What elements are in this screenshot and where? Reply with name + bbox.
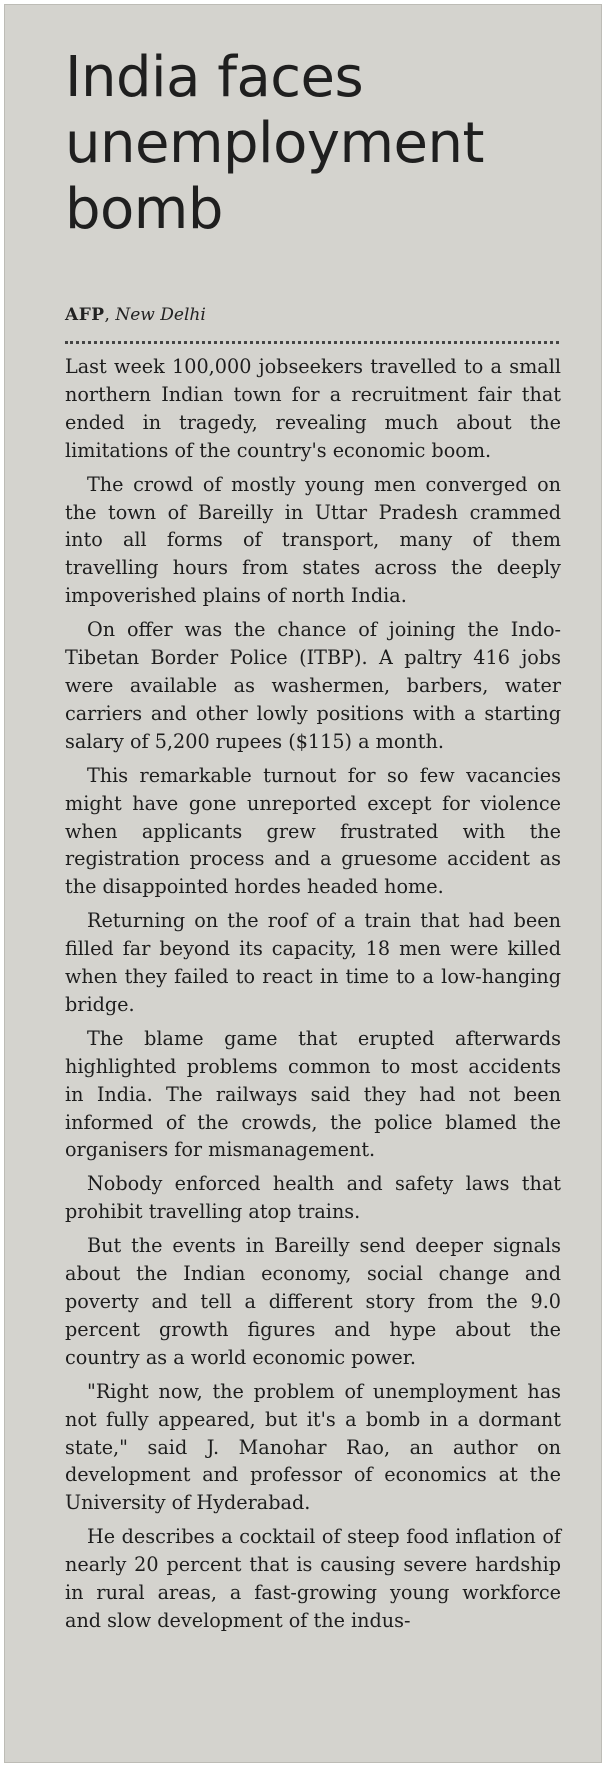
- headline: India faces unemployment bomb: [65, 45, 484, 242]
- dotted-divider: [65, 341, 559, 344]
- paragraph: Nobody enforced health and safety laws that prohibit travelling atop trains.: [65, 1172, 561, 1224]
- newspaper-clipping: [4, 4, 602, 1763]
- paragraph: He describes a cocktail of steep food inflation of nearly 20 percent that is causing severe hardship in rural areas, a fast-growing young workforce and slow development of the indus-: [65, 1525, 561, 1632]
- byline: [65, 305, 206, 325]
- paragraph: The blame game that erupted afterwards highlighted problems common to most accidents in India. The railways said they had not been informed of the crowds, the police blamed the organisers for mismanagement.: [65, 1026, 561, 1162]
- paragraph: On offer was the chance of joining the Indo-Tibetan Border Police (ITBP). A paltry 416 jobs were available as washermen, barbers, water carriers and other lowly positions with a starting salary of 5,200 rupees ($115) a month.: [65, 618, 561, 753]
- paragraph: But the events in Bareilly send deeper signals about the Indian economy, social change and poverty and tell a different story from the 9.0 percent growth figures and hype about the country as a world economic power.: [65, 1234, 561, 1369]
- byline-agency: AFP: [65, 305, 105, 325]
- paragraph: The crowd of mostly young men converged on the town of Bareilly in Uttar Pradesh crammed into all forms of transport, many of them travelling hours from states across the deeply impoverished plains of north India.: [65, 472, 561, 608]
- paragraph: Returning on the roof of a train that had been filled far beyond its capacity, 18 men were killed when they failed to react in time to a low-hanging bridge.: [65, 909, 561, 1016]
- byline-place: New Delhi: [115, 305, 206, 325]
- byline-separator: ,: [104, 305, 116, 325]
- paragraph: This remarkable turnout for so few vacancies might have gone unreported except for violence when applicants grew frustrated with the registration process and a gruesome accident as the disappointed hordes headed home.: [65, 763, 561, 899]
- article-body: [65, 353, 561, 1641]
- paragraph: "Right now, the problem of unemployment has not fully appeared, but it's a bomb in a dormant state," said J. Manohar Rao, an author on development and professor of economics at the University of Hyderabad.: [65, 1379, 561, 1515]
- paragraph: Last week 100,000 jobseekers travelled to a small northern Indian town for a recruitment fair that ended in tragedy, revealing much about the limitations of the country's economic boom.: [65, 355, 561, 462]
